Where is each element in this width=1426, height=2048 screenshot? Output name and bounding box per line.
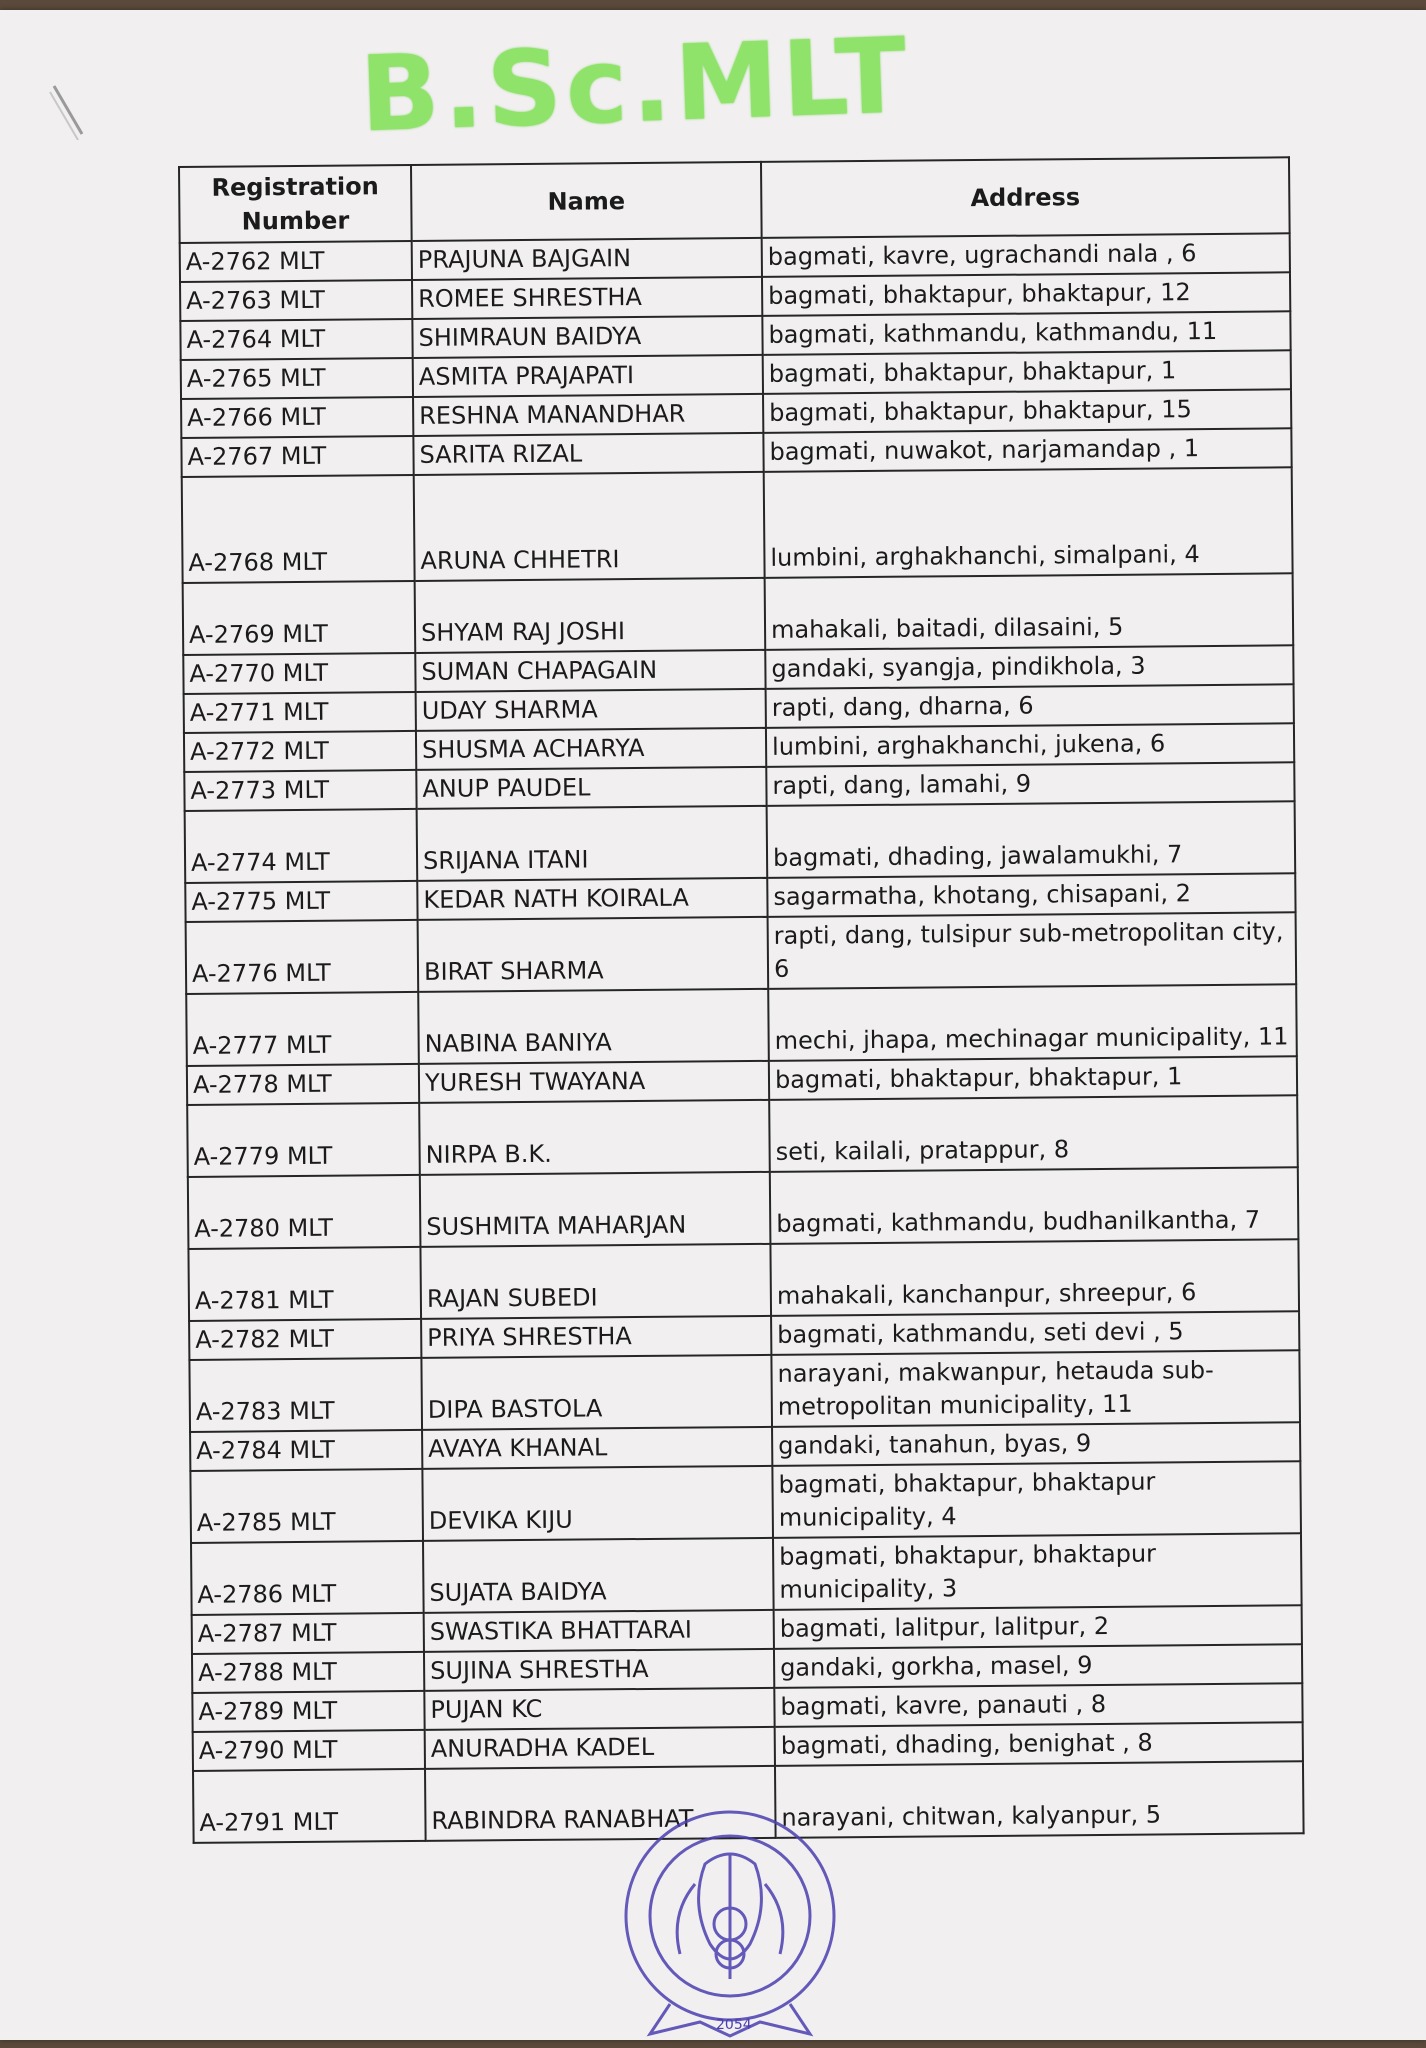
name-cell: RABINDRA RANABHAT bbox=[425, 1766, 776, 1841]
table-row bbox=[191, 1533, 1302, 1615]
registration-number-cell: A-2791 MLT bbox=[193, 1769, 426, 1843]
address-cell: bagmati, bhaktapur, bhaktapur, 1 bbox=[769, 1056, 1297, 1100]
document-page bbox=[0, 10, 1426, 2040]
registration-number-cell: A-2775 MLT bbox=[185, 881, 417, 922]
registration-number-cell: A-2780 MLT bbox=[188, 1175, 421, 1249]
name-cell: SUJINA SHRESTHA bbox=[424, 1649, 774, 1691]
address-cell: bagmati, dhading, benighat , 8 bbox=[775, 1722, 1303, 1766]
registration-number-cell: A-2783 MLT bbox=[189, 1358, 422, 1432]
address-cell: mechi, jhapa, mechinagar municipality, 11 bbox=[768, 984, 1297, 1061]
table-row bbox=[190, 1461, 1301, 1543]
name-cell: PRIYA SHRESTHA bbox=[421, 1316, 771, 1358]
address-cell: rapti, dang, dharna, 6 bbox=[766, 684, 1294, 728]
name-cell: NABINA BANIYA bbox=[418, 989, 769, 1064]
registration-number-cell: A-2773 MLT bbox=[184, 770, 416, 811]
name-cell: SHIMRAUN BAIDYA bbox=[412, 316, 762, 358]
address-cell: lumbini, arghakhanchi, jukena, 6 bbox=[766, 723, 1294, 767]
address-cell: sagarmatha, khotang, chisapani, 2 bbox=[767, 873, 1295, 917]
name-cell: UDAY SHARMA bbox=[416, 689, 766, 731]
address-cell: seti, kailali, pratappur, 8 bbox=[769, 1095, 1298, 1172]
name-cell: ANUP PAUDEL bbox=[416, 767, 766, 809]
handwritten-title: B.Sc.MLT bbox=[358, 14, 913, 156]
name-cell: DEVIKA KIJU bbox=[422, 1466, 773, 1541]
table-row bbox=[182, 467, 1293, 583]
table-body bbox=[180, 233, 1304, 1843]
address-cell: gandaki, syangja, pindikhola, 3 bbox=[765, 645, 1293, 689]
stamp-year: 2054 bbox=[716, 2017, 752, 2033]
name-cell: YURESH TWAYANA bbox=[419, 1061, 769, 1103]
table-row bbox=[189, 1350, 1300, 1432]
table-row bbox=[185, 801, 1296, 883]
name-cell: NIRPA B.K. bbox=[419, 1100, 770, 1175]
address-cell: bagmati, kavre, ugrachandi nala , 6 bbox=[762, 233, 1290, 277]
staple-icon bbox=[48, 84, 88, 140]
address-cell: bagmati, kathmandu, kathmandu, 11 bbox=[762, 311, 1290, 355]
address-cell: bagmati, bhaktapur, bhaktapur, 12 bbox=[762, 272, 1290, 316]
name-cell: SHYAM RAJ JOSHI bbox=[415, 578, 766, 653]
address-cell: narayani, chitwan, kalyanpur, 5 bbox=[775, 1761, 1304, 1838]
name-cell: PUJAN KC bbox=[424, 1688, 774, 1730]
name-cell: SUSHMITA MAHARJAN bbox=[420, 1172, 771, 1247]
registration-number-cell: A-2777 MLT bbox=[186, 992, 419, 1066]
registration-number-cell: A-2771 MLT bbox=[184, 692, 416, 733]
registration-number-cell: A-2778 MLT bbox=[187, 1064, 419, 1105]
registration-number-cell: A-2787 MLT bbox=[192, 1613, 424, 1654]
name-cell: DIPA BASTOLA bbox=[421, 1355, 772, 1430]
registration-number-cell: A-2769 MLT bbox=[183, 581, 416, 655]
address-cell: lumbini, arghakhanchi, simalpani, 4 bbox=[764, 467, 1293, 578]
registration-number-cell: A-2782 MLT bbox=[189, 1319, 421, 1360]
header-address: Address bbox=[761, 157, 1290, 238]
address-cell: narayani, makwanpur, hetauda sub-metropolitan municipality, 11 bbox=[771, 1350, 1300, 1427]
registration-number-cell: A-2781 MLT bbox=[188, 1247, 421, 1321]
registration-number-cell: A-2768 MLT bbox=[182, 475, 415, 583]
table-row bbox=[188, 1239, 1299, 1321]
registration-number-cell: A-2788 MLT bbox=[192, 1652, 424, 1693]
address-cell: bagmati, kavre, panauti , 8 bbox=[774, 1683, 1302, 1727]
name-cell: ASMITA PRAJAPATI bbox=[413, 355, 763, 397]
name-cell: ROMEE SHRESTHA bbox=[412, 277, 762, 319]
registration-number-cell: A-2765 MLT bbox=[181, 358, 413, 399]
table-row bbox=[187, 1095, 1298, 1177]
name-cell: SUJATA BAIDYA bbox=[423, 1538, 774, 1613]
name-cell: AVAYA KHANAL bbox=[422, 1427, 772, 1469]
registration-table-wrapper bbox=[178, 156, 1303, 1844]
address-cell: bagmati, bhaktapur, bhaktapur municipality, 4 bbox=[772, 1461, 1301, 1538]
address-cell: gandaki, gorkha, masel, 9 bbox=[774, 1644, 1302, 1688]
registration-number-cell: A-2770 MLT bbox=[183, 653, 415, 694]
header-name: Name bbox=[411, 162, 762, 241]
address-cell: bagmati, bhaktapur, bhaktapur, 15 bbox=[763, 389, 1291, 433]
name-cell: SRIJANA ITANI bbox=[417, 806, 768, 881]
registration-number-cell: A-2763 MLT bbox=[180, 280, 412, 321]
name-cell: SWASTIKA BHATTARAI bbox=[424, 1610, 774, 1652]
name-cell: PRAJUNA BAJGAIN bbox=[412, 238, 762, 280]
name-cell: SUMAN CHAPAGAIN bbox=[415, 650, 765, 692]
address-cell: rapti, dang, lamahi, 9 bbox=[766, 762, 1294, 806]
table-header-row bbox=[179, 157, 1290, 243]
address-cell: mahakali, baitadi, dilasaini, 5 bbox=[765, 573, 1294, 650]
registration-number-cell: A-2789 MLT bbox=[192, 1691, 424, 1732]
registration-number-cell: A-2767 MLT bbox=[181, 436, 413, 477]
address-cell: rapti, dang, tulsipur sub-metropolitan city, 6 bbox=[768, 912, 1297, 989]
table-row bbox=[188, 1167, 1299, 1249]
name-cell: RAJAN SUBEDI bbox=[420, 1244, 771, 1319]
table-row bbox=[186, 912, 1297, 994]
address-cell: bagmati, kathmandu, budhanilkantha, 7 bbox=[770, 1167, 1299, 1244]
council-seal-stamp bbox=[610, 1804, 850, 2044]
registration-number-cell: A-2785 MLT bbox=[190, 1469, 423, 1543]
name-cell: SHUSMA ACHARYA bbox=[416, 728, 766, 770]
name-cell: SARITA RIZAL bbox=[413, 433, 763, 475]
registration-number-cell: A-2762 MLT bbox=[180, 241, 412, 282]
name-cell: RESHNA MANANDHAR bbox=[413, 394, 763, 436]
registration-number-cell: A-2790 MLT bbox=[193, 1730, 425, 1771]
table-row bbox=[183, 573, 1294, 655]
registration-number-cell: A-2786 MLT bbox=[191, 1541, 424, 1615]
header-registration-number: Registration Number bbox=[179, 165, 412, 243]
address-cell: gandaki, tanahun, byas, 9 bbox=[772, 1422, 1300, 1466]
name-cell: ANURADHA KADEL bbox=[425, 1727, 775, 1769]
address-cell: bagmati, lalitpur, lalitpur, 2 bbox=[774, 1605, 1302, 1649]
address-cell: bagmati, bhaktapur, bhaktapur, 1 bbox=[763, 350, 1291, 394]
name-cell: BIRAT SHARMA bbox=[418, 917, 769, 992]
address-cell: bagmati, dhading, jawalamukhi, 7 bbox=[767, 801, 1296, 878]
address-cell: bagmati, bhaktapur, bhaktapur municipality, 3 bbox=[773, 1533, 1302, 1610]
registration-number-cell: A-2779 MLT bbox=[187, 1103, 420, 1177]
registration-table bbox=[178, 156, 1305, 1844]
name-cell: KEDAR NATH KOIRALA bbox=[417, 878, 767, 920]
registration-number-cell: A-2774 MLT bbox=[185, 809, 418, 883]
address-cell: bagmati, kathmandu, seti devi , 5 bbox=[771, 1311, 1299, 1355]
registration-number-cell: A-2776 MLT bbox=[186, 920, 419, 994]
address-cell: bagmati, nuwakot, narjamandap , 1 bbox=[763, 428, 1291, 472]
registration-number-cell: A-2772 MLT bbox=[184, 731, 416, 772]
registration-number-cell: A-2784 MLT bbox=[190, 1430, 422, 1471]
registration-number-cell: A-2766 MLT bbox=[181, 397, 413, 438]
name-cell: ARUNA CHHETRI bbox=[414, 472, 765, 581]
table-row bbox=[186, 984, 1297, 1066]
address-cell: mahakali, kanchanpur, shreepur, 6 bbox=[770, 1239, 1299, 1316]
registration-number-cell: A-2764 MLT bbox=[180, 319, 412, 360]
